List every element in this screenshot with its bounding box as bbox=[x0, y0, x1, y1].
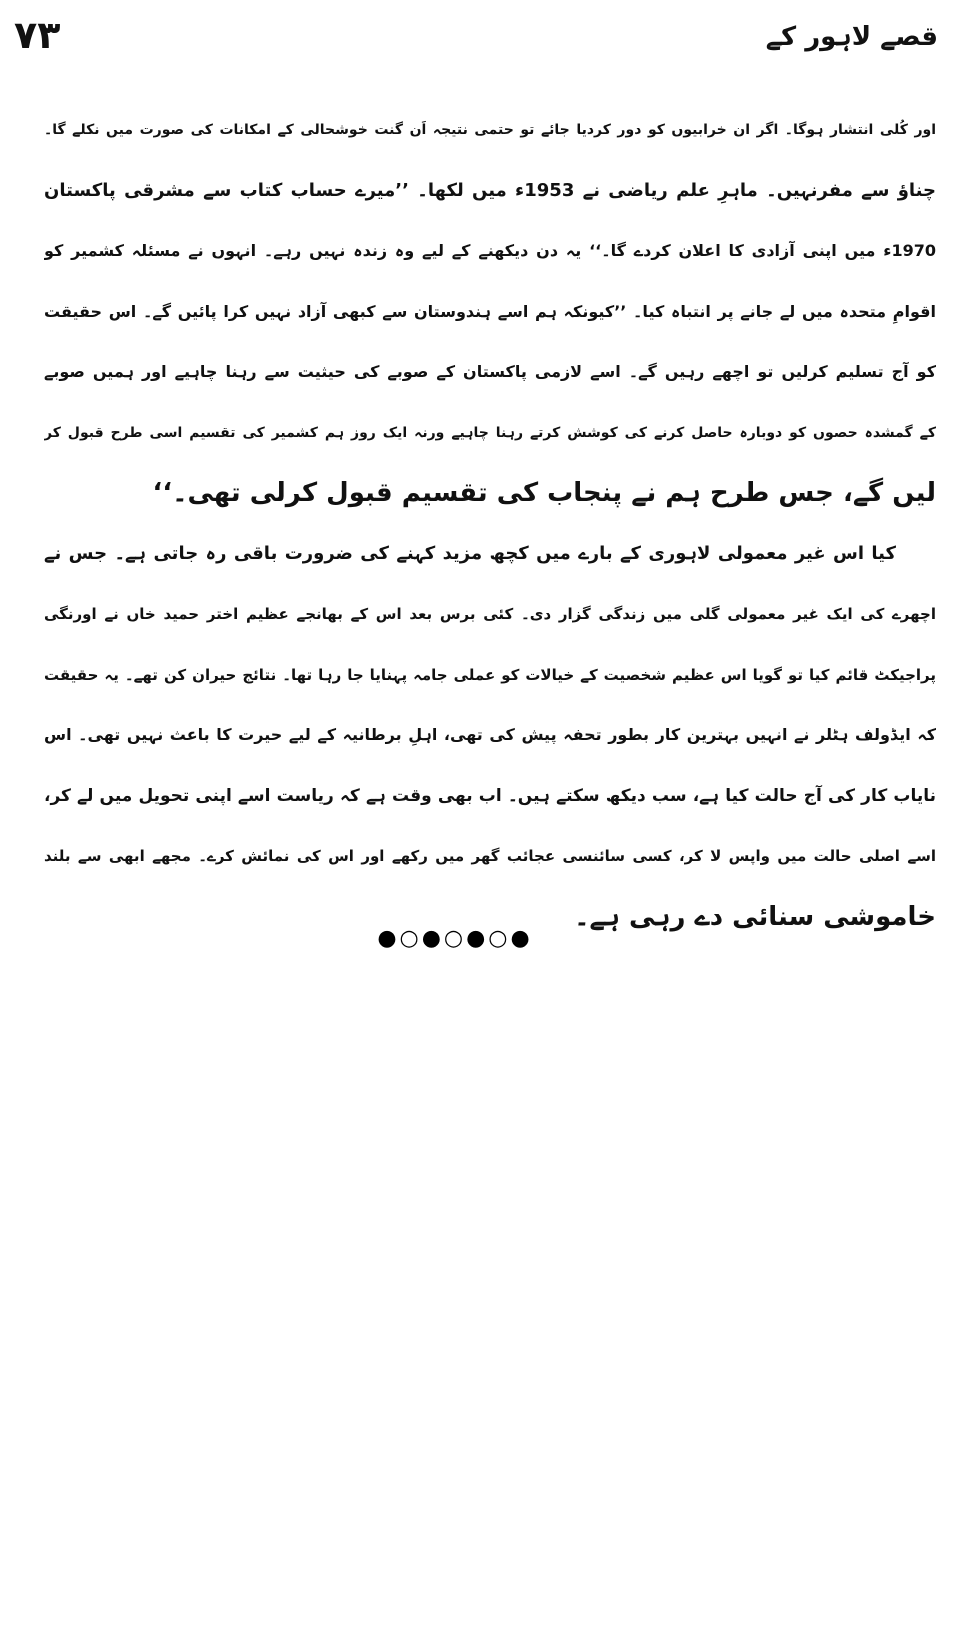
text-line: اور کُلی انتشار ہوگا۔ اگر ان خرابیوں کو دور کردیا جائے تو حتمی نتیجہ اَن گنت خوشحالی کے امکانات کی صورت میں نکلے گا۔ bbox=[44, 122, 936, 138]
text-line: اسے اصلی حالت میں واپس لا کر، کسی سائنسی عجائب گھر میں رکھے اور اس کی نمائش کرے۔ مجھے ابھی سے بلند bbox=[44, 847, 936, 865]
text-line: کے گمشدہ حصوں کو دوبارہ حاصل کرنے کی کوشش کرتے رہنا چاہیے ورنہ ایک روز ہم کشمیر کی تقسیم اسی طرح قبول کر bbox=[44, 424, 936, 441]
text-line: کہ ایڈولف ہٹلر نے انہیں بہترین کار بطور تحفہ پیش کی تھی، اہلِ برطانیہ کے لیے حیرت کا باعث نہیں تھی۔ اس bbox=[44, 725, 936, 744]
text-line: کو آج تسلیم کرلیں تو اچھے رہیں گے۔ اسے لازمی پاکستان کے صوبے کی حیثیت سے رہنا چاہیے اور ہمیں صوبے bbox=[44, 362, 936, 381]
running-header: قصے لاہور کے bbox=[765, 22, 938, 52]
section-end-ornament: ●○●○●○● bbox=[377, 926, 533, 951]
text-line: پراجیکٹ قائم کیا تو گویا اس عظیم شخصیت کے خیالات کو عملی جامہ پہنایا جا رہا تھا۔ نتائج حیران کن تھے۔ یہ حقیقت bbox=[44, 665, 936, 684]
text-line: خاموشی سنائی دے رہی ہے۔ bbox=[574, 901, 936, 932]
text-line: چناؤ سے مفرنہیں۔ ماہرِ علم ریاضی نے 1953ء میں لکھا۔ ’’میرے حساب کتاب سے مشرقی پاکستان bbox=[44, 179, 936, 201]
text-line: اچھرے کی ایک غیر معمولی گلی میں زندگی گزار دی۔ کئی برس بعد اس کے بھانجے عظیم اختر حمید خاں نے اورنگی bbox=[44, 605, 936, 623]
page-number: ۷۳ bbox=[14, 13, 61, 57]
text-line: نایاب کار کی آج حالت کیا ہے، سب دیکھ سکتے ہیں۔ اب بھی وقت ہے کہ ریاست اسے اپنی تحویل میں لے کر، bbox=[44, 785, 936, 806]
body-text bbox=[44, 108, 936, 955]
text-line: کیا اس غیر معمولی لاہوری کے بارے میں کچھ مزید کہنے کی ضرورت باقی رہ جاتی ہے۔ جس نے bbox=[44, 542, 896, 564]
text-line: 1970ء میں اپنی آزادی کا اعلان کردے گا۔‘‘ یہ دن دیکھنے کے لیے وہ زندہ نہیں رہے۔ انہوں نے مسئلہ کشمیر کو bbox=[44, 241, 936, 260]
text-line: اقوامِ متحدہ میں لے جانے پر انتباہ کیا۔ ’’کیونکہ ہم اسے ہندوستان سے کبھی آزاد نہیں کرا پائیں گے۔ اس حقیقت bbox=[44, 301, 936, 321]
text-line: لیں گے، جس طرح ہم نے پنجاب کی تقسیم قبول کرلی تھی۔‘‘ bbox=[152, 478, 936, 508]
